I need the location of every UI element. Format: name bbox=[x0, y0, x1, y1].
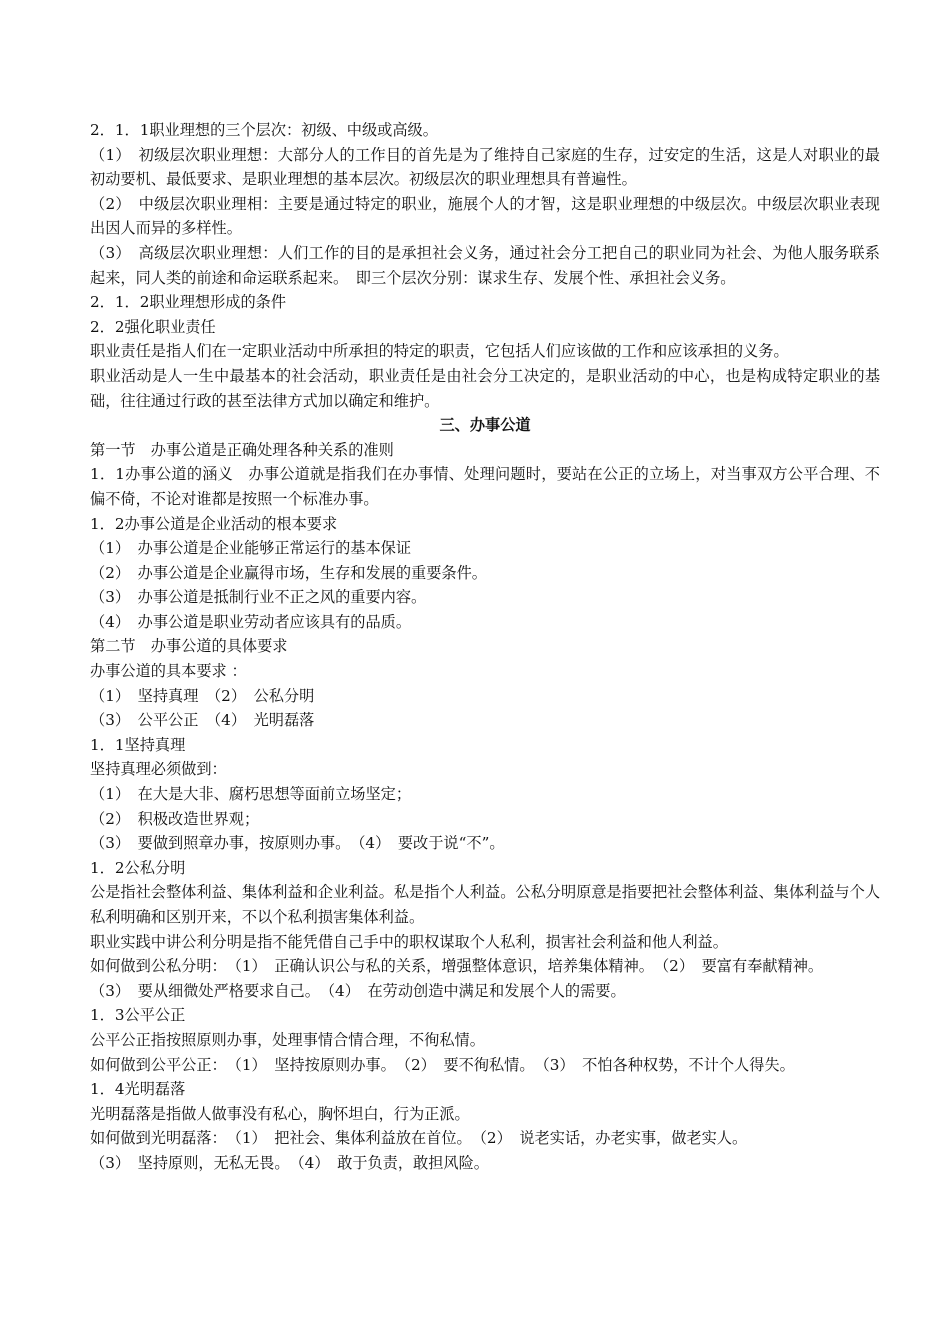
paragraph-responsibility-activity: 职业活动是人一生中最基本的社会活动，职业责任是由社会分工决定的，是职业活动的中心，也是构成特定职业的基础，往往通过行政的甚至法律方式加以确定和维护。 bbox=[90, 366, 880, 410]
requirements-row-1: （1） 坚持真理 （2） 公私分明 bbox=[90, 686, 315, 705]
paragraph-public-private-how-1: 如何做到公私分明： （1） 正确认识公与私的关系，增强整体意识，培养集体精神。 （2） 要富有奉献精神。 bbox=[90, 957, 824, 976]
requirements-row-2: （3） 公平公正 （4） 光明磊落 bbox=[90, 711, 315, 730]
section-1-heading: 第一节 办事公道是正确处理各种关系的准则 bbox=[90, 440, 394, 459]
paragraph-high-level: （3） 高级层次职业理想：人们工作的目的是承担社会义务，通过社会分工把自己的职业同为社会、为他人服务联系起来，同人类的前途和命运联系起来。 即三个层次分别：谋求生存、发展个性、承担社会义务。 bbox=[90, 243, 880, 287]
list-item-truth-3-4: （3） 要做到照章办事，按原则办事。 （4） 要改于说“不”。 bbox=[90, 834, 505, 853]
subheading-fairness-requirement: 1．2办事公道是企业活动的根本要求 bbox=[90, 514, 338, 533]
subheading-strengthen-responsibility: 2．2强化职业责任 bbox=[90, 317, 216, 336]
subheading-open-upright: 1．4光明磊落 bbox=[90, 1080, 186, 1099]
paragraph-fairness-meaning: 1．1办事公道的涵义 办事公道就是指我们在办事情、处理问题时，要站在公正的立场上，对当事双方公平合理、不偏不倚，不论对谁都是按照一个标准办事。 bbox=[90, 465, 880, 508]
list-item-fairness-2: （2） 办事公道是企业赢得市场，生存和发展的重要条件。 bbox=[90, 563, 487, 582]
paragraph-open-upright-how-1: 如何做到光明磊落： （1） 把社会、集体利益放在首位。 （2） 说老实话，办老实事，做老实人。 bbox=[90, 1129, 748, 1148]
document-page bbox=[90, 118, 880, 1176]
paragraph-responsibility-definition: 职业责任是指人们在一定职业活动中所承担的特定的职责，它包括人们应该做的工作和应该承担的义务。 bbox=[90, 342, 789, 361]
paragraph-public-private-how-2: （3） 要从细微处严格要求自己。 （4） 在劳动创造中满足和发展个人的需要。 bbox=[90, 981, 626, 1000]
subheading-career-levels: 2．1．1职业理想的三个层次：初级、中级或高级。 bbox=[90, 121, 438, 139]
paragraph-fair-just-definition: 公平公正指按照原则办事，处理事情合情合理，不徇私情。 bbox=[90, 1030, 485, 1049]
paragraph-fair-just-how: 如何做到公平公正： （1） 坚持按原则办事。 （2） 要不徇私情。 （3） 不怕各种权势，不计个人得失。 bbox=[90, 1055, 795, 1074]
paragraph-truth-intro: 坚持真理必须做到： bbox=[90, 760, 227, 779]
section-title-fairness: 三、办事公道 bbox=[439, 416, 531, 435]
subheading-career-conditions: 2．1．2职业理想形成的条件 bbox=[90, 293, 287, 312]
paragraph-middle-level: （2） 中级层次职业理相：主要是通过特定的职业，施展个人的才智，这是职业理想的中级层次。中级层次职业表现出因人而异的多样性。 bbox=[90, 194, 880, 238]
subheading-uphold-truth: 1．1坚持真理 bbox=[90, 735, 186, 754]
list-item-fairness-4: （4） 办事公道是职业劳动者应该具有的品质。 bbox=[90, 612, 412, 631]
section-2-heading: 第二节 办事公道的具体要求 bbox=[90, 637, 288, 656]
subheading-fair-just: 1．3公平公正 bbox=[90, 1006, 186, 1025]
paragraph-open-upright-how-2: （3） 坚持原则，无私无畏。 （4） 敢于负责，敢担风险。 bbox=[90, 1153, 489, 1172]
paragraph-specific-requirements: 办事公道的具本要求 ： bbox=[90, 662, 247, 681]
paragraph-public-private-practice: 职业实践中讲公利分明是指不能凭借自己手中的职权谋取个人私利，损害社会利益和他人利益。 bbox=[90, 932, 728, 951]
list-item-fairness-1: （1） 办事公道是企业能够正常运行的基本保证 bbox=[90, 539, 412, 558]
list-item-truth-2: （2） 积极改造世界观； bbox=[90, 809, 260, 828]
paragraph-open-upright-definition: 光明磊落是指做人做事没有私心，胸怀坦白，行为正派。 bbox=[90, 1104, 470, 1123]
paragraph-public-private-definition: 公是指社会整体利益、集体利益和企业利益。私是指个人利益。公私分明原意是指要把社会整体利益、集体利益与个人私利明确和区别开来，不以个私利损害集体利益。 bbox=[90, 883, 880, 926]
paragraph-primary-level: （1） 初级层次职业理想：大部分人的工作目的首先是为了维持自己家庭的生存，过安定的生活，这是人对职业的最初动要机、最低要求、是职业理想的基本层次。初级层次的职业理想具有普遍性。 bbox=[90, 145, 880, 189]
list-item-truth-1: （1） 在大是大非、腐朽思想等面前立场坚定； bbox=[90, 785, 412, 804]
list-item-fairness-3: （3） 办事公道是抵制行业不正之风的重要内容。 bbox=[90, 588, 427, 607]
subheading-public-private: 1．2公私分明 bbox=[90, 858, 186, 877]
